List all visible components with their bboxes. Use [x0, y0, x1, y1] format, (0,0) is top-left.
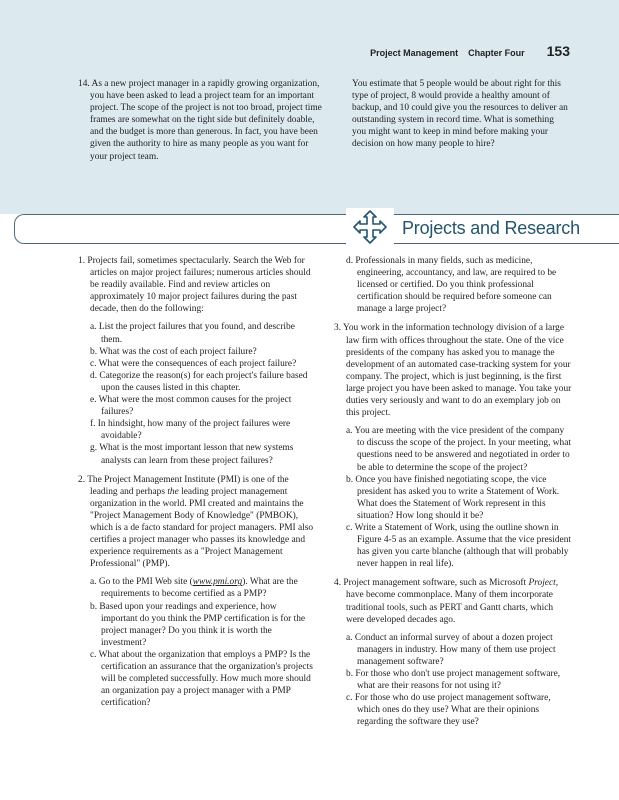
question-1-subs	[78, 321, 314, 466]
list-item: b. Once you have finished negotiating scope, the vice president has asked you to write a Statement of Work. What does the Statement of Work represent in this situation? How long should it be?	[346, 474, 560, 521]
section-title-projects-research: Projects and Research	[398, 218, 584, 239]
running-head	[300, 43, 570, 59]
list-item: c. What were the consequences of each project failure?	[90, 358, 297, 369]
list-item: a. List the project failures that you found, and describe them.	[90, 322, 295, 345]
list-item: a. You are meeting with the vice president of the company to discuss the scope of the project. In your meeting, what questions need to be answered and negotiated in order to be able to determine the scope of the project?	[346, 426, 572, 473]
list-item: d. Professionals in many fields, such as medicine, engineering, accountancy, and law, are required to be licensed or certified. Do you think professional certification should be required before someone can manage a large project?	[346, 256, 557, 315]
left-column	[78, 255, 314, 716]
question-2-subs	[78, 576, 314, 709]
question-4-subs	[334, 632, 572, 729]
list-item: a. Go to the PMI Web site (www.pmi.org). What are the requirements to become certified as a PMP?	[90, 577, 298, 600]
case-14-left: 14. As a new project manager in a rapidly growing organization, you have been asked to lead a project team for an important project. The scope of the project is not too broad, project time frames are somewhat on the tight side but definitely doable, and the budget is more than generous. In fact, you have been given the authority to hire as many people as you want for your project team.	[78, 79, 322, 162]
list-item: g. What is the most important lesson that new systems analysts can learn from these project failures?	[90, 443, 294, 466]
list-item: b. For those who don't use project management software, what are their reasons for not using it?	[346, 669, 561, 692]
list-item: f. In hindsight, how many of the project failures were avoidable?	[90, 419, 291, 442]
pmi-link[interactable]: www.pmi.org	[192, 577, 243, 588]
list-item: e. What were the most common causes for the project failures?	[90, 395, 292, 418]
question-3-subs	[334, 425, 572, 570]
list-item: b. Based upon your readings and experience, how important do you think the PMP certification is for the project manager? Do you think it is worth the investment?	[90, 601, 306, 648]
list-item: c. What about the organization that employs a PMP? Is the certification an assurance that the organization's projects will be completed successfully. How much more should an organization pay a project manager with a PMP certification?	[90, 649, 313, 709]
page-number: 153	[546, 43, 570, 59]
question-1d	[334, 255, 572, 315]
list-item: a. Conduct an informal survey of about a dozen project managers in industry. How many of them use project management software?	[346, 632, 556, 667]
question-2: 2. The Project Management Institute (PMI) is one of the leading and perhaps the leading project management organization in the world. PMI created and maintains the "Project Management Body of Knowledge" (PMBOK), which is a de facto standard for project managers. PMI also certifies a project manager who passes its knowledge and experience requirements as a "Project Management Professional" (PMP).	[78, 474, 314, 570]
question-3: 3. You work in the information technology division of a large law firm with offices throughout the state. One of the vice presidents of the company has asked you to manage the development of an automated case-tracking system for your company. The project, which is just beginning, is the first large project you have been asked to manage. You take your duties very seriously and want to do an exemplary job on this project.	[334, 323, 572, 419]
question-4: 4. Project management software, such as Microsoft Project, have become commonplace. Many of them incorporate traditional tools, such as PERT and Gantt charts, which were developed decades ago.	[334, 578, 559, 625]
list-item: c. Write a Statement of Work, using the outline shown in Figure 4-5 as an example. Assume that the vice president has given you carte blanche (although that will probably never happen in real life).	[346, 522, 572, 570]
question-1: 1. Projects fail, sometimes spectacularly. Search the Web for articles on major project failures; numerous articles should be readily available. Find and review articles on approximately 10 major project failures during the past decade, then do the following:	[78, 256, 311, 315]
case-14-right: You estimate that 5 people would be about right for this type of project, 8 would provide a healthy amount of backup, and 10 could give you the resources to deliver an outstanding system in record time. What is something you might want to keep in mind before making your decision on how many people to hire?	[352, 79, 568, 150]
list-item: d. Categorize the reason(s) for each project's failure based upon the causes listed in this chapter.	[90, 370, 308, 393]
projects-research-arrows-icon	[346, 208, 394, 248]
right-column	[334, 255, 572, 735]
list-item: b. What was the cost of each project failure?	[90, 346, 257, 357]
list-item: c. For those who do use project management software, which ones do they use? What are their opinions regarding the software they use?	[346, 693, 551, 728]
section-title: Project Management Chapter Four	[370, 48, 525, 58]
